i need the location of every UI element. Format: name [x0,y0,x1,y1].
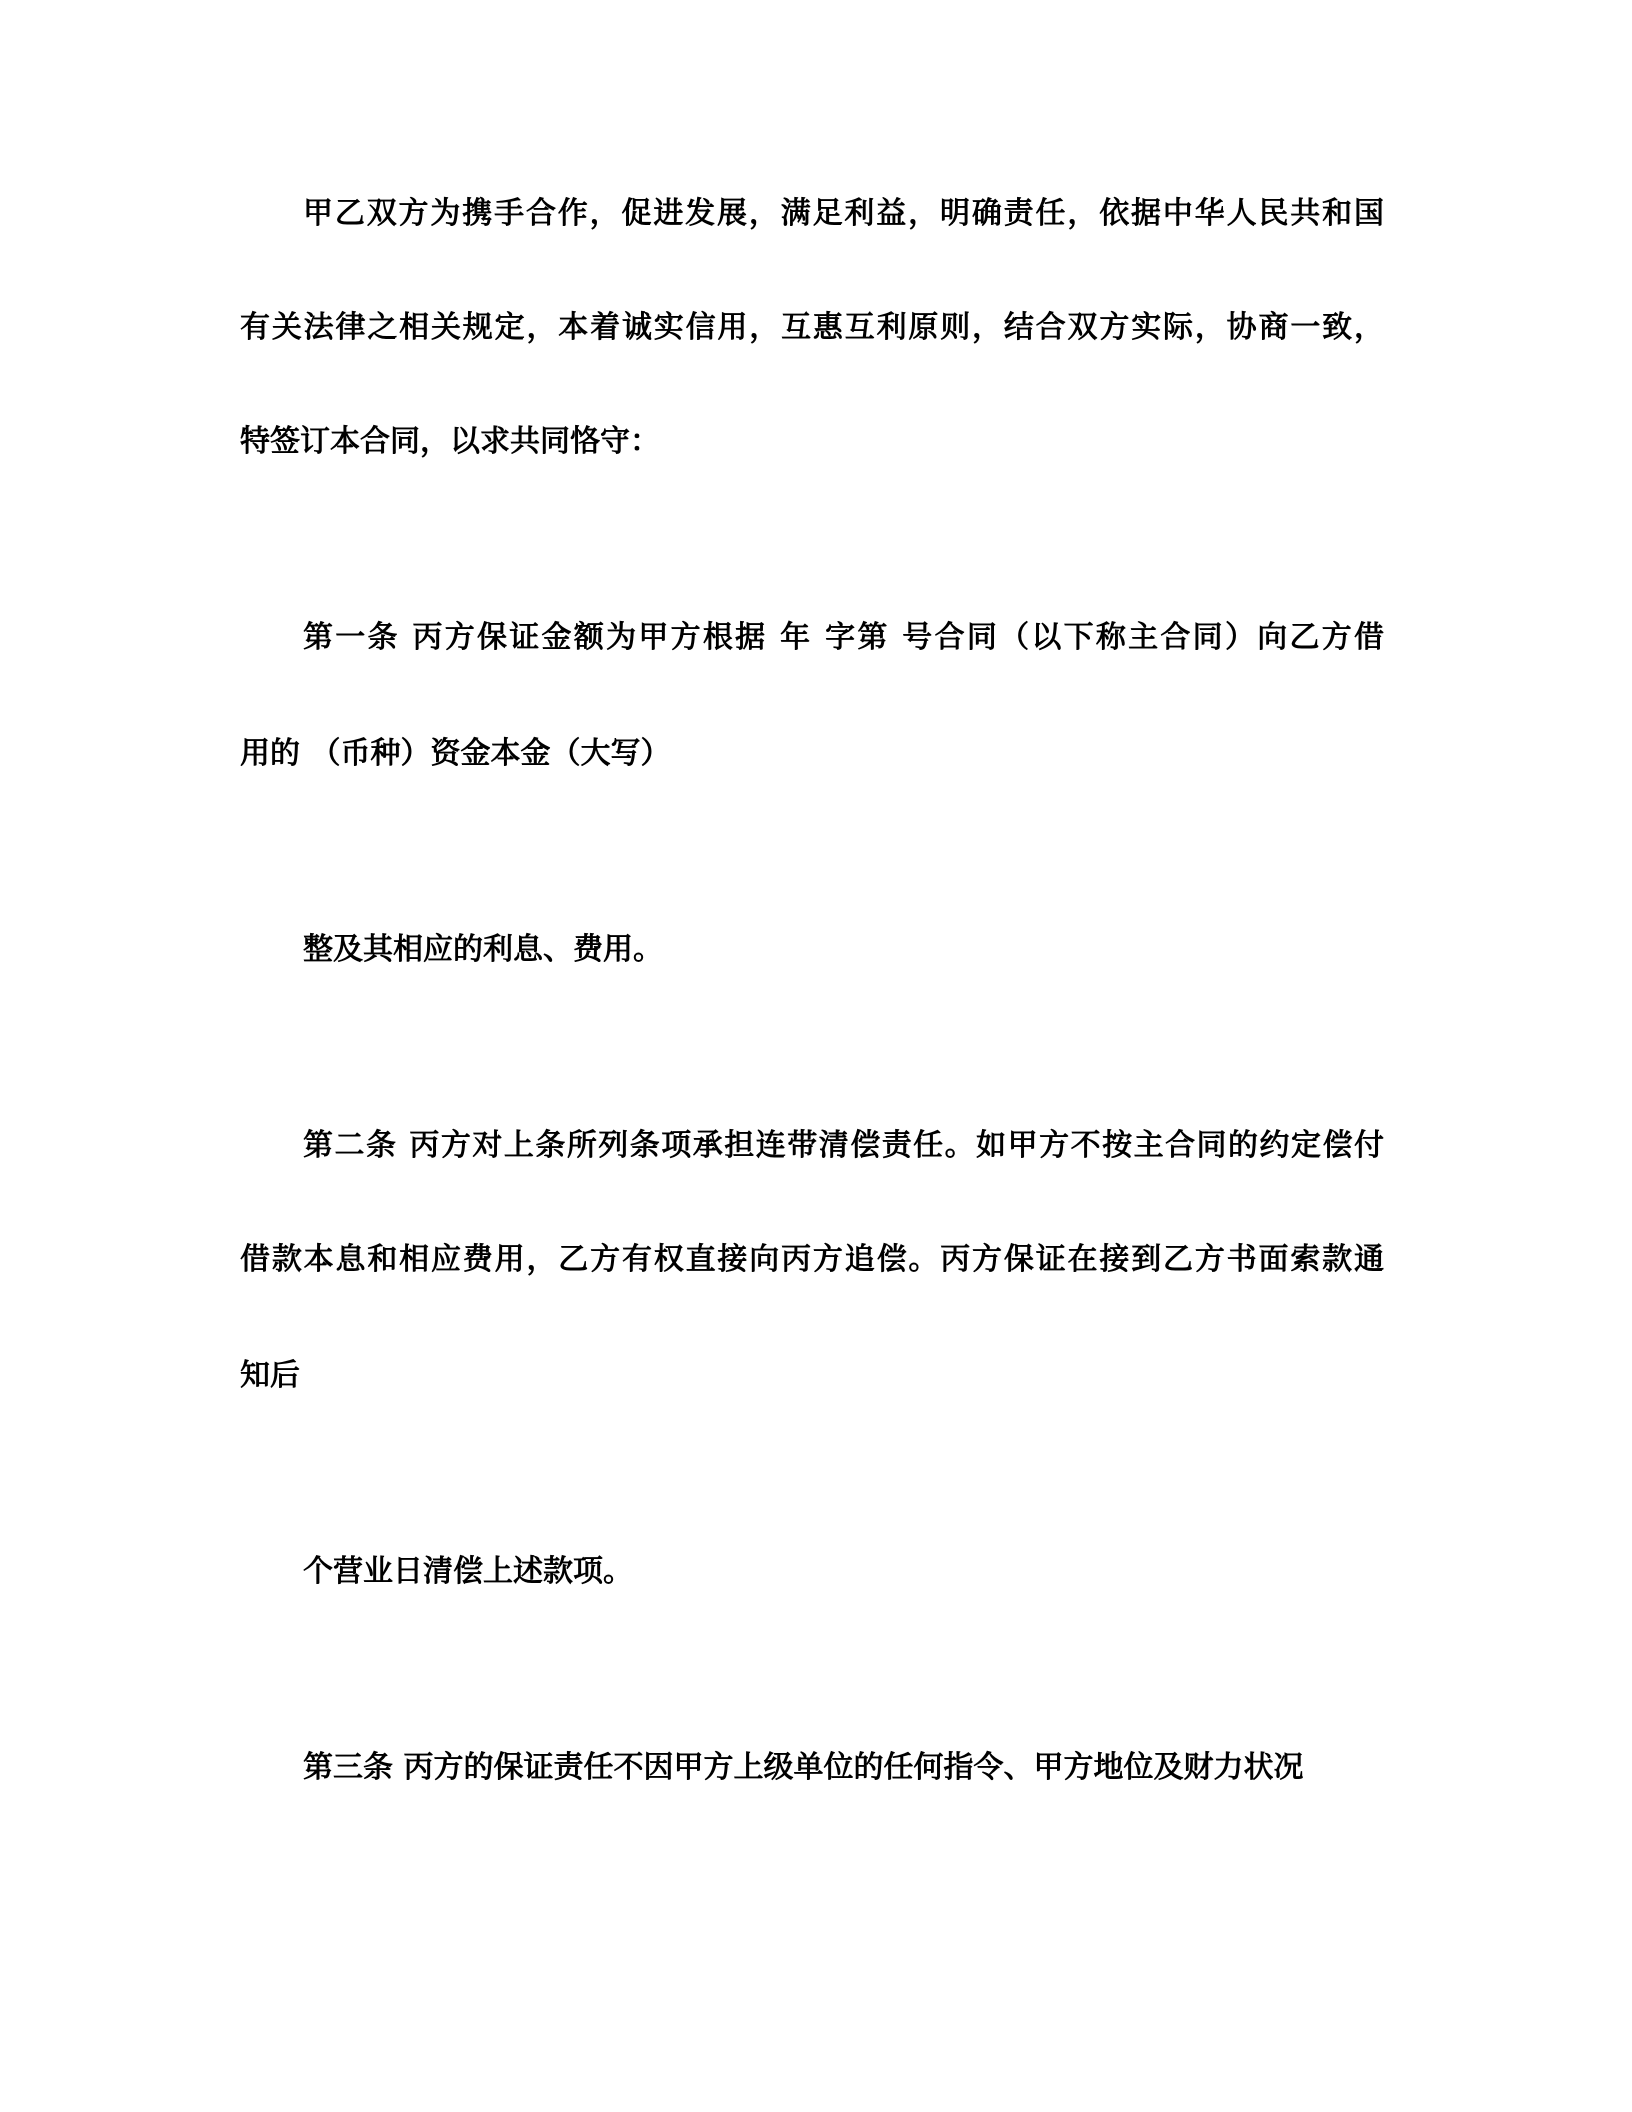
article1-line-3: 整及其相应的利息、费用。 [303,932,663,967]
article2-line-2: 借款本息和相应费用，乙方有权直接向丙方追偿。丙方保证在接到乙方书面索款通 [240,1242,1384,1277]
article2-line-1: 第二条 丙方对上条所列条项承担连带清偿责任。如甲方不按主合同的约定偿付 [303,1128,1384,1163]
article1-line-2: 用的 （币种）资金本金（大写） [240,736,671,771]
preamble-line-2: 有关法律之相关规定，本着诚实信用，互惠互利原则，结合双方实际，协商一致， [240,310,1384,345]
article1-line-1: 第一条 丙方保证金额为甲方根据 年 字第 号合同（以下称主合同）向乙方借 [303,620,1384,655]
article2-line-3: 知后 [240,1358,300,1393]
article2-line-4: 个营业日清偿上述款项。 [303,1554,633,1589]
preamble-line-3: 特签订本合同，以求共同恪守： [240,424,660,459]
article3-line-1: 第三条 丙方的保证责任不因甲方上级单位的任何指令、甲方地位及财力状况 [303,1750,1304,1785]
preamble-line-1: 甲乙双方为携手合作，促进发展，满足利益，明确责任，依据中华人民共和国 [303,196,1384,231]
